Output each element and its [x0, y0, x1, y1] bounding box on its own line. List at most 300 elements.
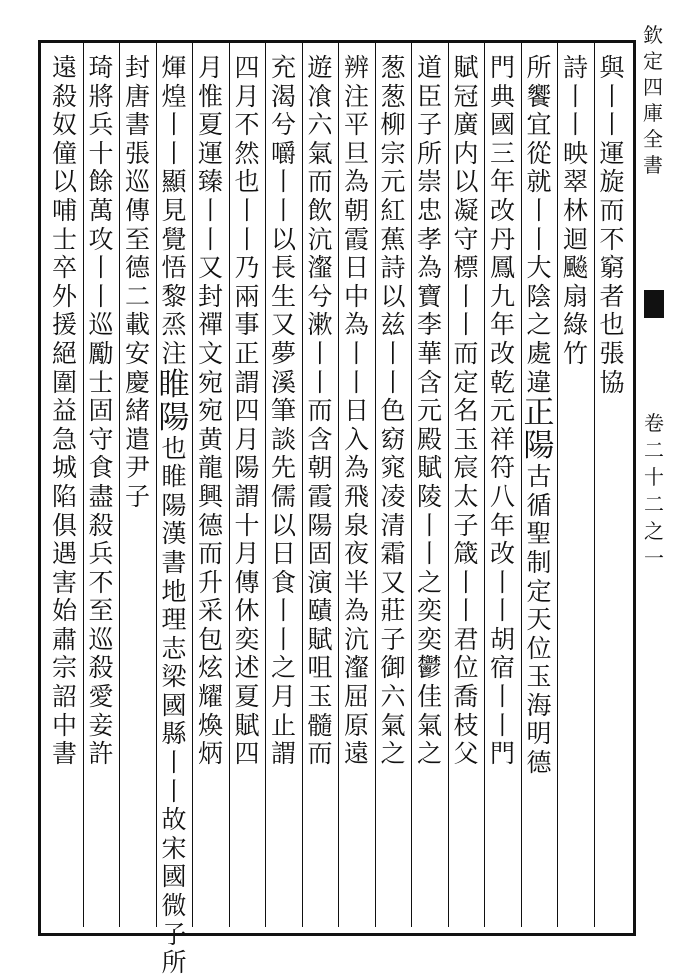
text-char: 愛 [88, 682, 114, 712]
text-char: 六 [307, 110, 333, 140]
text-char: 飛 [343, 481, 369, 511]
text-char: 丨 [489, 596, 515, 626]
text-char: 柳 [380, 110, 406, 140]
text-char: 不 [599, 224, 625, 254]
text-char: 陽 [161, 490, 187, 520]
text-char: 大 [526, 253, 552, 283]
text-char: 日 [343, 253, 369, 283]
text-column [122, 54, 154, 512]
text-char: 嚼 [270, 138, 296, 168]
text-char: 固 [88, 396, 114, 426]
text-char: 扇 [562, 281, 588, 311]
text-char: 月 [197, 53, 223, 82]
text-char: 年 [489, 310, 515, 340]
text-char: 兹 [380, 310, 406, 340]
text-char: 食 [270, 567, 296, 597]
text-char: 注 [161, 338, 187, 368]
text-char: 處 [526, 338, 552, 368]
text-char: 煥 [197, 710, 223, 740]
text-char: 宜 [526, 110, 552, 140]
text-char: 二 [124, 281, 150, 311]
text-char: 陷 [51, 481, 77, 511]
text-char: 月 [234, 81, 260, 111]
text-char: 俱 [51, 510, 77, 540]
text-char: 地 [161, 576, 187, 606]
text-char: 惟 [197, 81, 223, 111]
text-char: 張 [599, 338, 625, 368]
text-char: 宛 [197, 367, 223, 397]
text-char: 之 [416, 739, 442, 769]
text-char: 君 [453, 624, 479, 654]
text-char: 煌 [161, 81, 187, 111]
text-char: 載 [124, 310, 150, 340]
text-char: 飲 [307, 195, 333, 225]
text-char: 八 [489, 481, 515, 511]
text-char: 入 [343, 424, 369, 454]
text-column [341, 54, 373, 769]
margin-char: 卷 [644, 411, 664, 435]
text-char: 丨 [270, 596, 296, 626]
column-rule [375, 43, 376, 927]
text-char: 忠 [416, 195, 442, 225]
text-char: 急 [51, 424, 77, 454]
text-char: 書 [161, 547, 187, 577]
text-char: 肅 [51, 624, 77, 654]
text-char: 食 [88, 453, 114, 483]
text-char: 宿 [489, 653, 515, 683]
column-rule [119, 43, 120, 927]
text-char: 之 [416, 567, 442, 597]
text-char: 僮 [51, 138, 77, 168]
text-char: 封 [124, 53, 150, 82]
text-char: 安 [124, 338, 150, 368]
text-char: 巡 [88, 310, 114, 340]
text-char: 談 [270, 424, 296, 454]
text-char: 丹 [489, 224, 515, 254]
text-char: 巡 [88, 624, 114, 654]
text-char: 傳 [124, 195, 150, 225]
text-char: 旦 [343, 138, 369, 168]
text-char: 梁 [161, 662, 187, 692]
text-char: 丨 [197, 195, 223, 225]
text-char: 也 [599, 310, 625, 340]
column-rule [411, 43, 412, 927]
text-char: 賾 [307, 596, 333, 626]
text-char: 箴 [453, 539, 479, 569]
text-char: 子 [416, 110, 442, 140]
text-char: 賦 [234, 710, 260, 740]
text-char: 丨 [453, 281, 479, 311]
text-char: 宸 [453, 453, 479, 483]
text-char: 丨 [161, 776, 187, 806]
text-char: 絕 [51, 338, 77, 368]
text-char: 夜 [343, 539, 369, 569]
text-char: 尹 [124, 453, 150, 483]
text-char: 丨 [489, 710, 515, 740]
text-char: 色 [380, 396, 406, 426]
text-char: 漢 [161, 519, 187, 549]
text-char: 唐 [124, 81, 150, 111]
text-char: 陽 [234, 453, 260, 483]
text-column [158, 54, 190, 978]
text-char: 炳 [197, 739, 223, 769]
text-char: 殺 [88, 510, 114, 540]
text-char: 含 [307, 424, 333, 454]
text-char: 悟 [161, 253, 187, 283]
text-char: 注 [343, 81, 369, 111]
text-char: 陰 [526, 281, 552, 311]
text-char: 為 [343, 310, 369, 340]
text-char: 興 [197, 481, 223, 511]
column-rule [265, 43, 266, 927]
text-char: 循 [526, 490, 552, 520]
text-char: 宋 [161, 833, 187, 863]
text-char: 而 [453, 338, 479, 368]
text-char: 天 [526, 605, 552, 635]
text-char: 賦 [307, 624, 333, 654]
text-char: 夏 [197, 110, 223, 140]
text-char: 綠 [562, 310, 588, 340]
text-char: 違 [526, 367, 552, 397]
text-char: 瀣 [307, 253, 333, 283]
text-char: 祥 [489, 424, 515, 454]
text-char: 止 [270, 710, 296, 740]
text-char: 臻 [197, 167, 223, 197]
text-char: 守 [88, 424, 114, 454]
text-char: 以 [270, 224, 296, 254]
text-char: 采 [197, 596, 223, 626]
text-char: 充 [270, 53, 296, 82]
text-char: 勵 [88, 338, 114, 368]
text-char: 儒 [270, 481, 296, 511]
text-char: 又 [380, 567, 406, 597]
text-char: 長 [270, 253, 296, 283]
text-char: 兵 [88, 539, 114, 569]
margin-book-title [638, 22, 668, 178]
text-char: 丨 [599, 81, 625, 111]
text-char: 遇 [51, 539, 77, 569]
text-char: 符 [489, 453, 515, 483]
text-char: 溪 [270, 367, 296, 397]
text-char: 臣 [416, 81, 442, 111]
text-char: 以 [51, 167, 77, 197]
text-char: 德 [197, 510, 223, 540]
text-char: 巡 [124, 167, 150, 197]
text-char: 演 [307, 567, 333, 597]
text-char: 冠 [453, 81, 479, 111]
text-char: 書 [124, 110, 150, 140]
text-column [450, 54, 482, 769]
text-char: 六 [380, 682, 406, 712]
margin-char: 四 [643, 75, 663, 99]
text-char: 霜 [380, 539, 406, 569]
headword-char: 陽 [158, 399, 190, 436]
text-char: 霞 [307, 481, 333, 511]
text-char: 德 [526, 748, 552, 778]
text-char: 崇 [416, 167, 442, 197]
text-char: 縣 [161, 719, 187, 749]
text-char: 夏 [234, 682, 260, 712]
text-char: 協 [599, 367, 625, 397]
text-char: 龍 [197, 453, 223, 483]
text-char: 子 [161, 919, 187, 949]
text-char: 黎 [161, 281, 187, 311]
text-char: 改 [489, 539, 515, 569]
text-char: 丨 [234, 195, 260, 225]
text-char: 制 [526, 547, 552, 577]
text-char: 門 [489, 739, 515, 769]
text-char: 封 [197, 281, 223, 311]
text-char: 運 [599, 138, 625, 168]
text-char: 飡 [307, 81, 333, 111]
column-rule [83, 43, 84, 927]
text-char: 子 [124, 481, 150, 511]
column-rule [484, 43, 485, 927]
text-char: 丨 [234, 224, 260, 254]
text-char: 年 [489, 510, 515, 540]
text-char: 又 [270, 310, 296, 340]
text-char: 詩 [562, 53, 588, 82]
text-char: 而 [197, 539, 223, 569]
text-char: 兵 [88, 110, 114, 140]
text-char: 所 [526, 53, 552, 82]
text-char: 丨 [88, 281, 114, 311]
text-char: 泉 [343, 510, 369, 540]
text-char: 事 [234, 310, 260, 340]
text-char: 鬱 [416, 653, 442, 683]
text-char: 林 [562, 195, 588, 225]
text-char: 映 [562, 138, 588, 168]
headword-char: 正 [523, 395, 555, 432]
text-char: 渴 [270, 81, 296, 111]
text-char: 月 [234, 424, 260, 454]
text-char: 兩 [234, 281, 260, 311]
text-column [85, 54, 117, 769]
margin-char: 欽 [643, 23, 663, 47]
text-char: 覺 [161, 224, 187, 254]
text-char: 德 [124, 253, 150, 283]
text-char: 許 [88, 739, 114, 769]
text-char: 烝 [161, 310, 187, 340]
text-char: 書 [51, 739, 77, 769]
text-char: 丨 [380, 338, 406, 368]
text-char: 四 [234, 396, 260, 426]
text-char: 丨 [526, 224, 552, 254]
column-rule [557, 43, 558, 927]
text-char: 朝 [343, 195, 369, 225]
text-char: 而 [307, 739, 333, 769]
text-char: 志 [161, 633, 187, 663]
text-char: 丨 [197, 224, 223, 254]
text-char: 丨 [416, 539, 442, 569]
column-rule [448, 43, 449, 927]
text-char: 竹 [562, 338, 588, 368]
text-char: 元 [489, 396, 515, 426]
text-column [377, 54, 409, 769]
text-char: 煇 [161, 53, 187, 82]
text-char: 半 [343, 567, 369, 597]
margin-char: 二 [644, 438, 664, 462]
text-char: 四 [234, 53, 260, 82]
text-char: 典 [489, 81, 515, 111]
column-rule [521, 43, 522, 927]
text-char: 丨 [562, 110, 588, 140]
margin-char: 一 [644, 546, 664, 570]
text-char: 又 [197, 253, 223, 283]
margin-char: 定 [643, 49, 663, 73]
text-char: 位 [453, 653, 479, 683]
text-char: 月 [234, 539, 260, 569]
text-char: 國 [489, 110, 515, 140]
text-char: 鳳 [489, 253, 515, 283]
headword-char: 睢 [158, 366, 190, 403]
text-char: 窈 [380, 424, 406, 454]
text-char: 海 [526, 690, 552, 720]
text-char: 也 [161, 433, 187, 463]
text-char: 丨 [161, 138, 187, 168]
text-column [487, 54, 519, 769]
text-column [49, 54, 81, 769]
text-char: 霞 [343, 224, 369, 254]
fishtail-mark [644, 290, 664, 318]
text-char: 丨 [562, 81, 588, 111]
text-char: 守 [453, 224, 479, 254]
text-char: 子 [453, 510, 479, 540]
text-char: 兮 [270, 110, 296, 140]
text-char: 門 [489, 53, 515, 82]
text-char: 中 [51, 710, 77, 740]
text-char: 元 [416, 396, 442, 426]
text-char: 慶 [124, 367, 150, 397]
margin-volume-label [637, 410, 671, 572]
text-char: 氣 [416, 710, 442, 740]
text-char: 御 [380, 653, 406, 683]
text-char: 見 [161, 195, 187, 225]
column-rule [302, 43, 303, 927]
text-char: 凌 [380, 481, 406, 511]
text-char: 士 [88, 367, 114, 397]
text-char: 微 [161, 891, 187, 921]
text-char: 丨 [161, 748, 187, 778]
text-char: 日 [270, 539, 296, 569]
text-char: 漱 [307, 310, 333, 340]
text-char: 瀣 [343, 653, 369, 683]
text-char: 遣 [124, 424, 150, 454]
text-char: 父 [453, 739, 479, 769]
text-char: 害 [51, 567, 77, 597]
text-char: 沆 [343, 624, 369, 654]
text-char: 平 [343, 110, 369, 140]
text-char: 丨 [343, 338, 369, 368]
text-char: 耀 [197, 682, 223, 712]
text-column [268, 54, 300, 769]
text-char: 丨 [416, 510, 442, 540]
text-char: 生 [270, 281, 296, 311]
text-char: 宗 [380, 138, 406, 168]
text-char: 升 [197, 567, 223, 597]
text-char: 内 [453, 138, 479, 168]
text-char: 妾 [88, 710, 114, 740]
text-char: 古 [526, 462, 552, 492]
text-char: 丨 [307, 338, 333, 368]
text-char: 定 [453, 367, 479, 397]
text-char: 詩 [380, 253, 406, 283]
text-char: 清 [380, 510, 406, 540]
text-char: 宗 [51, 653, 77, 683]
text-char: 窮 [599, 253, 625, 283]
text-char: 士 [51, 224, 77, 254]
text-char: 玉 [307, 682, 333, 712]
text-char: 含 [416, 367, 442, 397]
margin-char: 書 [643, 153, 663, 177]
text-char: 圍 [51, 367, 77, 397]
text-char: 詔 [51, 682, 77, 712]
text-char: 遠 [51, 53, 77, 82]
text-char: 丨 [453, 596, 479, 626]
text-char: 以 [270, 510, 296, 540]
text-char: 不 [88, 567, 114, 597]
text-char: 國 [161, 862, 187, 892]
text-char: 然 [234, 138, 260, 168]
text-column [231, 54, 263, 769]
text-char: 與 [599, 53, 625, 82]
text-char: 丨 [343, 367, 369, 397]
text-char: 丨 [453, 310, 479, 340]
text-char: 所 [416, 138, 442, 168]
text-char: 窕 [380, 453, 406, 483]
text-char: 緒 [124, 396, 150, 426]
text-char: 佳 [416, 682, 442, 712]
margin-char: 全 [643, 127, 663, 151]
text-char: 丨 [161, 110, 187, 140]
text-char: 攻 [88, 224, 114, 254]
column-rule [229, 43, 230, 927]
text-char: 丨 [88, 253, 114, 283]
text-char: 睢 [161, 462, 187, 492]
text-char: 乃 [234, 253, 260, 283]
text-char: 顯 [161, 167, 187, 197]
text-char: 從 [526, 138, 552, 168]
text-char: 者 [599, 281, 625, 311]
text-column [596, 54, 628, 397]
text-char: 丨 [270, 195, 296, 225]
text-char: 餘 [88, 167, 114, 197]
text-char: 賦 [416, 453, 442, 483]
column-rule [338, 43, 339, 927]
text-char: 而 [599, 195, 625, 225]
text-char: 葱 [380, 53, 406, 82]
text-char: 十 [234, 510, 260, 540]
text-char: 殺 [51, 81, 77, 111]
text-char: 奴 [51, 110, 77, 140]
text-char: 殿 [416, 424, 442, 454]
text-char: 喬 [453, 682, 479, 712]
text-char: 丨 [380, 367, 406, 397]
column-rule [192, 43, 193, 927]
text-char: 之 [380, 739, 406, 769]
text-char: 固 [307, 539, 333, 569]
text-char: 為 [343, 167, 369, 197]
text-char: 莊 [380, 596, 406, 626]
text-char: 而 [307, 396, 333, 426]
text-char: 也 [234, 167, 260, 197]
text-char: 華 [416, 338, 442, 368]
text-char: 飈 [562, 253, 588, 283]
text-char: 萬 [88, 195, 114, 225]
text-char: 宛 [197, 396, 223, 426]
text-char: 謂 [270, 739, 296, 769]
text-char: 髓 [307, 710, 333, 740]
